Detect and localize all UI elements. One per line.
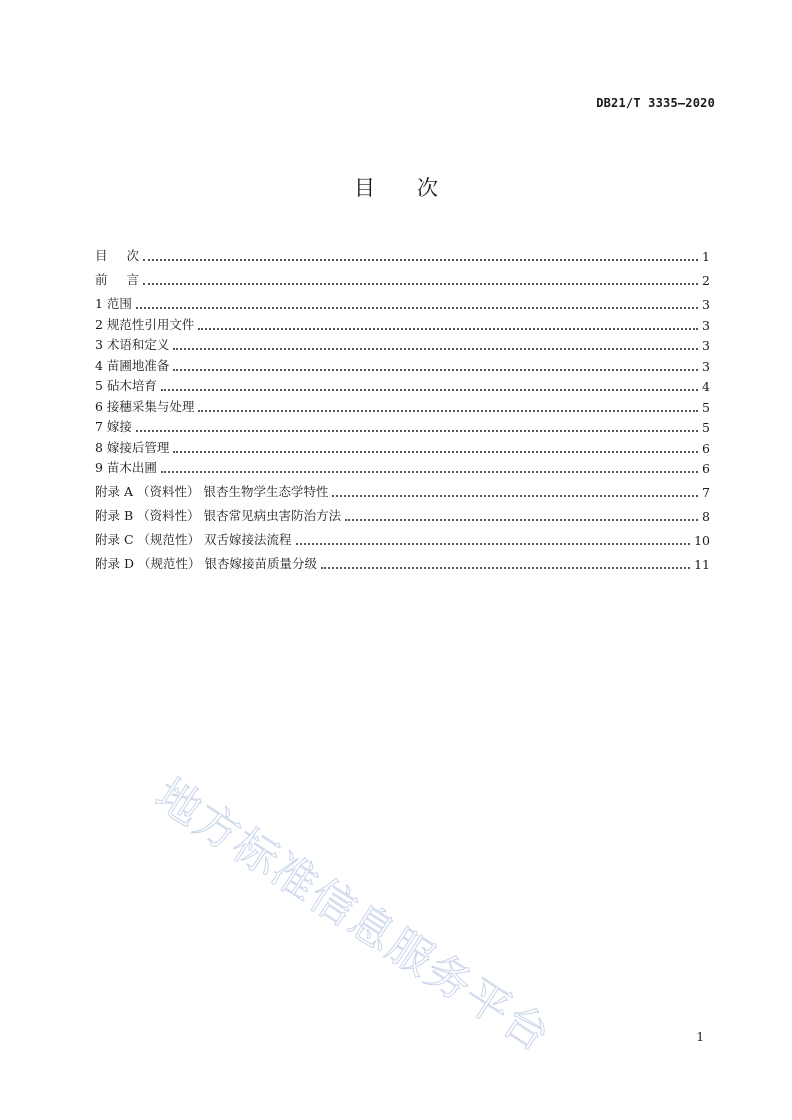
- toc-entry-label: 4 苗圃地准备: [95, 357, 170, 373]
- toc-entry-page: 8: [702, 509, 710, 524]
- toc-entry-label: 5 砧木培育: [95, 378, 157, 393]
- toc-entry-page: 7: [702, 485, 710, 500]
- page-number: 1: [696, 1030, 704, 1044]
- toc-entry-label: 9 苗木出圃: [95, 460, 157, 475]
- toc-entry-appendix-b[interactable]: [95, 500, 710, 524]
- toc-leader-dots: [198, 327, 698, 330]
- title-char-2: 次: [417, 176, 438, 200]
- toc-entry-normative-references[interactable]: [95, 312, 710, 333]
- toc-entry-post-grafting-management[interactable]: [95, 435, 710, 456]
- toc-entry-grafting[interactable]: [95, 415, 710, 436]
- toc-entry-page: 10: [694, 533, 710, 548]
- toc-entry-seedling-lifting[interactable]: [95, 456, 710, 477]
- toc-entry-label: 3 术语和定义: [95, 337, 170, 352]
- toc-entry-page: 11: [694, 557, 710, 572]
- toc-entry-page: 1: [702, 249, 710, 264]
- toc-leader-dots: [321, 566, 690, 569]
- toc-entry-scope[interactable]: [95, 288, 710, 312]
- toc-entry-page: 6: [702, 440, 710, 456]
- toc-entry-label: 8 嫁接后管理: [95, 439, 170, 455]
- toc-leader-dots: [332, 494, 698, 497]
- toc-entry-appendix-c[interactable]: [95, 524, 710, 548]
- toc-entry-page: 3: [702, 317, 710, 333]
- toc-entry-label: 目次: [95, 248, 140, 263]
- toc-entry-label: 附录 A （资料性） 银杏生物学生态学特性: [95, 484, 329, 499]
- toc-entry-nursery-preparation[interactable]: [95, 353, 710, 374]
- toc-entry-page: 5: [702, 399, 710, 415]
- toc-entry-page: 2: [702, 273, 710, 288]
- toc-entry-label: 前言: [95, 272, 140, 287]
- toc-entry-scion-collection[interactable]: [95, 394, 710, 415]
- toc-leader-dots: [143, 258, 698, 261]
- toc-leader-dots: [173, 347, 698, 350]
- title-char-1: 目: [354, 176, 375, 200]
- toc-leader-dots: [143, 282, 698, 285]
- toc-entry-label: 7 嫁接: [95, 419, 132, 434]
- toc-entry-appendix-d[interactable]: [95, 548, 710, 572]
- toc-entry-label: 2 规范性引用文件: [95, 316, 195, 332]
- toc-entry-page: 3: [702, 358, 710, 374]
- toc-entry-rootstock-cultivation[interactable]: [95, 374, 710, 395]
- toc-entry-label: 附录 D （规范性） 银杏嫁接苗质量分级: [95, 556, 317, 571]
- toc-leader-dots: [173, 450, 698, 453]
- page-title: [0, 172, 792, 202]
- standard-code: DB21/T 3335—2020: [596, 96, 715, 110]
- toc-entry-label: 附录 C （规范性） 双舌嫁接法流程: [95, 532, 292, 547]
- toc-entry-appendix-a[interactable]: [95, 476, 710, 500]
- toc-entry-page: 6: [702, 461, 710, 476]
- toc-leader-dots: [136, 429, 698, 432]
- toc-entry-page: 4: [702, 379, 710, 394]
- toc-entry-page: 3: [702, 338, 710, 353]
- toc-leader-dots: [136, 306, 698, 309]
- table-of-contents: [95, 240, 710, 572]
- toc-entry-label: 6 接穗采集与处理: [95, 398, 195, 414]
- toc-leader-dots: [173, 368, 698, 371]
- toc-entry-terms-definitions[interactable]: [95, 333, 710, 354]
- toc-entry-foreword[interactable]: [95, 264, 710, 288]
- toc-entry-label: 附录 B （资料性） 银杏常见病虫害防治方法: [95, 508, 342, 523]
- toc-entry-page: 5: [702, 420, 710, 435]
- toc-leader-dots: [161, 388, 698, 391]
- toc-leader-dots: [161, 470, 698, 473]
- toc-leader-dots: [345, 518, 698, 521]
- watermark-text: 地方标准信息服务平台: [146, 769, 560, 1063]
- toc-leader-dots: [296, 542, 691, 545]
- toc-entry-contents[interactable]: [95, 240, 710, 264]
- toc-entry-page: 3: [702, 297, 710, 312]
- toc-entry-label: 1 范围: [95, 296, 132, 311]
- toc-leader-dots: [198, 409, 698, 412]
